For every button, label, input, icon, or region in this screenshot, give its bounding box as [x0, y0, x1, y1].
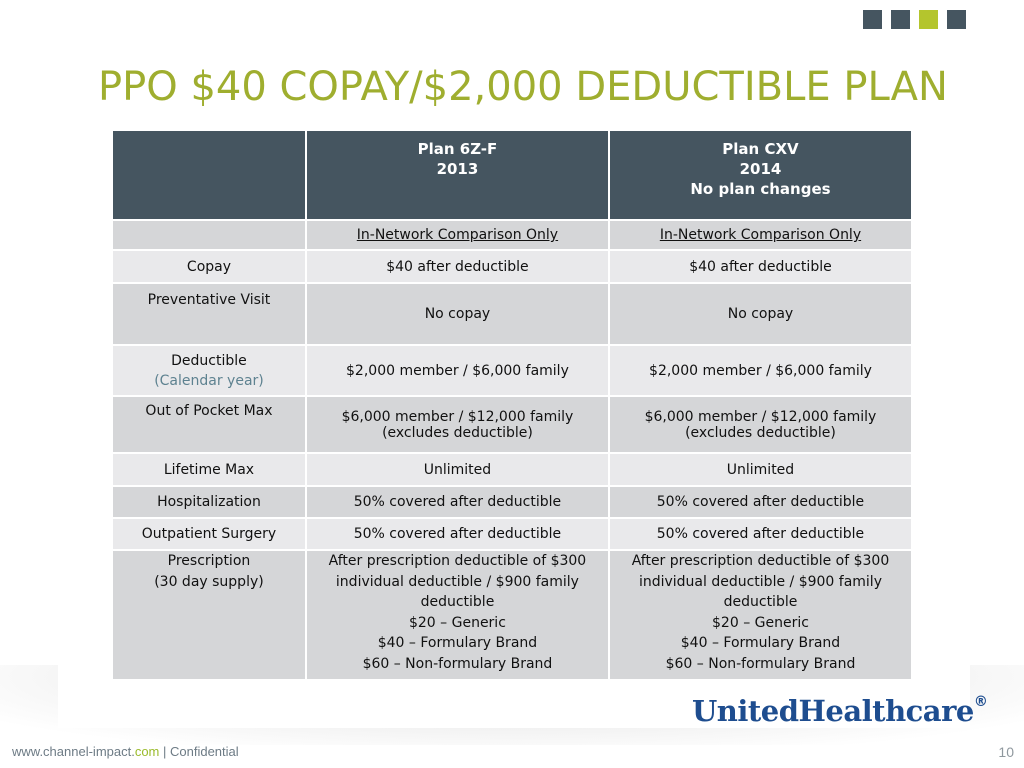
cell-plan-a: $40 after deductible [306, 250, 609, 283]
cell-plan-b: 50% covered after deductible [609, 518, 912, 550]
row-label: Out of Pocket Max [112, 396, 306, 453]
row-label [112, 550, 306, 680]
table-row-lifetime [112, 453, 912, 486]
cell-plan-b: $2,000 member / $6,000 family [609, 345, 912, 396]
row-label: Hospitalization [112, 486, 306, 518]
cell-plan-a [306, 396, 609, 453]
square-1 [863, 10, 882, 29]
header-plan-b-line: 2014 [739, 160, 782, 178]
cell-line: $6,000 member / $12,000 family [644, 408, 877, 425]
row-label-text: Deductible [171, 352, 247, 369]
cell-plan-b: Unlimited [609, 453, 912, 486]
cell-line: $60 – Non-formulary Brand [362, 655, 553, 672]
header-plan-b-line: No plan changes [690, 180, 831, 198]
comparison-note-plan-a [306, 220, 609, 250]
table-row-copay [112, 250, 912, 283]
cell-plan-a [306, 550, 609, 680]
square-2 [891, 10, 910, 29]
cell-line: (excludes deductible) [382, 424, 533, 441]
trademark-symbol: ® [973, 694, 988, 710]
logo-wordmark: UnitedHealthcare [692, 694, 974, 728]
page-number: 10 [998, 744, 1014, 760]
cell-line: deductible [723, 594, 798, 610]
footer-confidential [12, 744, 239, 759]
row-label-text: Prescription [167, 553, 251, 569]
header-plan-b-line: Plan CXV [722, 140, 799, 158]
row-label: Outpatient Surgery [112, 518, 306, 550]
footer-site-suffix: com [134, 744, 160, 759]
row-label [112, 345, 306, 396]
table-row-preventative [112, 283, 912, 345]
cell-plan-b: 50% covered after deductible [609, 486, 912, 518]
comparison-note-text: In-Network Comparison Only [356, 227, 559, 243]
table-row-deductible [112, 345, 912, 396]
header-plan-b [609, 130, 912, 220]
cell-line: $6,000 member / $12,000 family [341, 408, 574, 425]
cell-plan-b [609, 396, 912, 453]
cell-line: deductible [420, 594, 495, 610]
corner-squares [863, 10, 966, 29]
comparison-note-text: In-Network Comparison Only [659, 227, 862, 243]
unitedhealthcare-logo [684, 683, 988, 739]
table-row-hospitalization [112, 486, 912, 518]
cell-plan-a: Unlimited [306, 453, 609, 486]
cell-line: individual deductible / $900 family [335, 573, 579, 590]
logo-text [692, 694, 987, 728]
row-label: Copay [112, 250, 306, 283]
table-row-outpatient [112, 518, 912, 550]
header-row [112, 130, 912, 220]
cell-plan-a: 50% covered after deductible [306, 486, 609, 518]
table-row-prescription [112, 550, 912, 680]
row-sublabel: (Calendar year) [154, 372, 264, 389]
cell-line: $20 – Generic [712, 614, 809, 631]
header-plan-a-line: 2013 [436, 160, 479, 178]
cell-plan-a: $2,000 member / $6,000 family [306, 345, 609, 396]
row-label: Lifetime Max [112, 453, 306, 486]
cell-line: $40 – Formulary Brand [377, 635, 538, 651]
comparison-note-row [112, 220, 912, 250]
cell-line: individual deductible / $900 family [638, 573, 882, 590]
square-3 [919, 10, 938, 29]
cell-plan-b: $40 after deductible [609, 250, 912, 283]
cell-plan-b [609, 550, 912, 680]
square-4 [947, 10, 966, 29]
comparison-note-blank [112, 220, 306, 250]
cell-line: (excludes deductible) [685, 424, 836, 441]
comparison-note-plan-b [609, 220, 912, 250]
page-title: PPO $40 COPAY/$2,000 DEDUCTIBLE PLAN [98, 64, 948, 110]
cell-plan-b: No copay [609, 283, 912, 345]
cell-line: After prescription deductible of $300 [328, 553, 587, 569]
row-label-text: (30 day supply) [154, 573, 264, 590]
header-plan-a-line: Plan 6Z-F [417, 140, 498, 158]
footer-confidential-text: | Confidential [159, 744, 239, 759]
row-label: Preventative Visit [112, 283, 306, 345]
cell-line: $60 – Non-formulary Brand [665, 655, 856, 672]
header-plan-a [306, 130, 609, 220]
cell-plan-a: No copay [306, 283, 609, 345]
header-blank [112, 130, 306, 220]
cell-line: After prescription deductible of $300 [631, 553, 890, 569]
cell-line: $40 – Formulary Brand [680, 635, 841, 651]
cell-plan-a: 50% covered after deductible [306, 518, 609, 550]
table-row-oop-max [112, 396, 912, 453]
plan-comparison-table [111, 129, 913, 681]
cell-line: $20 – Generic [408, 614, 506, 631]
footer-site-prefix: www.channel-impact. [12, 744, 135, 759]
